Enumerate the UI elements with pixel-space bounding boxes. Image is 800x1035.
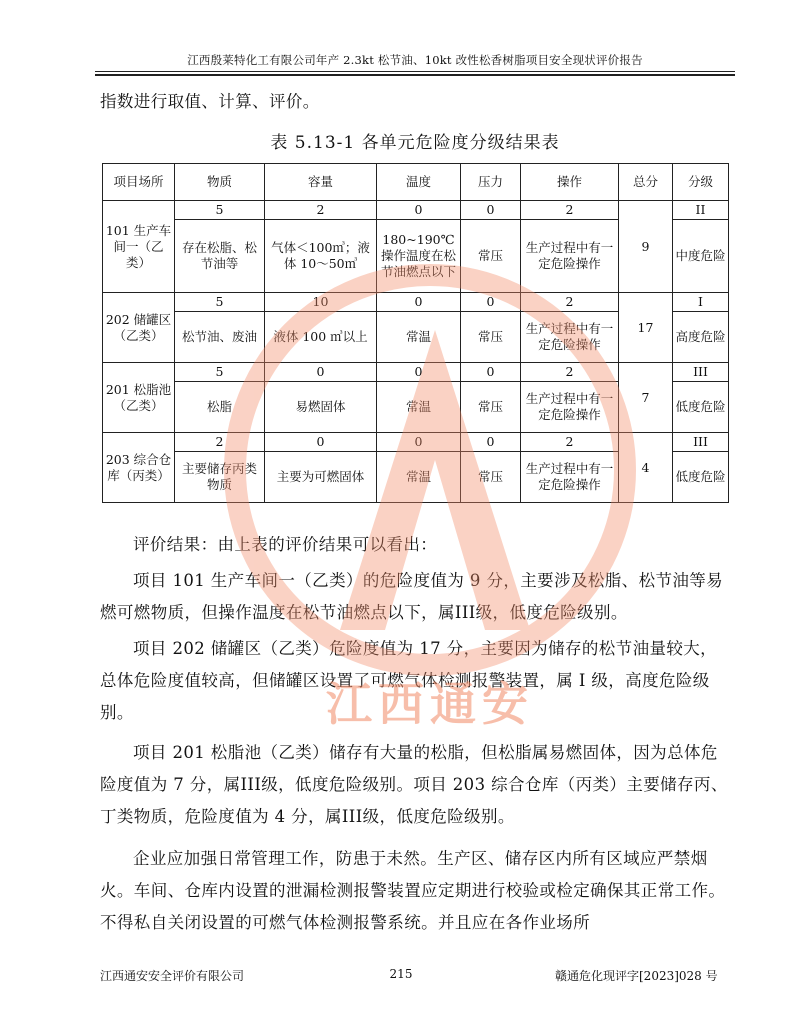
score-cell: 2 xyxy=(521,433,619,452)
table-caption: 表 5.13-1 各单元危险度分级结果表 xyxy=(270,133,560,153)
desc-cell: 常温 xyxy=(377,452,461,503)
desc-cell: 常压 xyxy=(461,452,521,503)
desc-cell: 主要储存丙类物质 xyxy=(175,452,265,503)
total-cell: 7 xyxy=(619,363,673,433)
level-cell: 中度危险 xyxy=(673,220,729,293)
paragraph-202: 项目 202 储罐区（乙类）危险度值为 17 分，主要因为储存的松节油量较大，总体危险度值较高，但储罐区设置了可燃气体检测报警装置，属 I 级，高度危险级别。 xyxy=(100,639,718,722)
total-cell: 4 xyxy=(619,433,673,503)
header-grade: 分级 xyxy=(673,164,729,201)
grade-cell: III xyxy=(673,433,729,452)
score-cell: 10 xyxy=(265,293,377,312)
grade-cell: III xyxy=(673,363,729,382)
paragraph-management: 企业应加强日常管理工作，防患于未然。生产区、储存区内所有区域应严禁烟火。车间、仓库内设置的泄漏检测报警装置应定期进行校验或检定确保其正常工作。不得私自关闭设置的可燃气体检测报警系统。并且应在各作业场所 xyxy=(100,849,726,932)
desc-cell: 常压 xyxy=(461,220,521,293)
intro-text: 指数进行取值、计算、评价。 xyxy=(100,92,320,111)
header-unit: 项目场所 xyxy=(103,164,175,201)
desc-cell: 常温 xyxy=(377,312,461,363)
unit-cell: 101 生产车间一（乙类） xyxy=(103,201,175,293)
header-temperature: 温度 xyxy=(377,164,461,201)
desc-cell: 松节油、废油 xyxy=(175,312,265,363)
score-cell: 2 xyxy=(175,433,265,452)
table-row xyxy=(103,201,729,220)
level-cell: 低度危险 xyxy=(673,452,729,503)
footer-doc-number: 赣通危化现评字[2023]028 号 xyxy=(555,969,718,983)
header-pressure: 压力 xyxy=(461,164,521,201)
desc-cell: 常压 xyxy=(461,312,521,363)
header-divider xyxy=(95,71,735,72)
watermark-text: 江西通安 xyxy=(326,677,534,731)
table-row xyxy=(103,433,729,452)
unit-cell: 202 储罐区（乙类） xyxy=(103,293,175,363)
table-header-row xyxy=(103,164,729,201)
desc-cell: 180~190℃ 操作温度在松节油燃点以下 xyxy=(377,220,461,293)
desc-cell: 常温 xyxy=(377,382,461,433)
risk-grade-table xyxy=(102,163,729,503)
unit-cell: 201 松脂池（乙类） xyxy=(103,363,175,433)
grade-cell: I xyxy=(673,293,729,312)
paragraph-201-203: 项目 201 松脂池（乙类）储存有大量的松脂，但松脂属易燃固体，因为总体危险度值为 7 分，属III级，低度危险级别。项目 203 综合仓库（丙类）主要储存丙、丁类物质，危险度值为 4 分，属III级，低度危险级别。 xyxy=(100,743,728,826)
score-cell: 2 xyxy=(521,201,619,220)
score-cell: 0 xyxy=(377,293,461,312)
desc-cell: 生产过程中有一定危险操作 xyxy=(521,220,619,293)
score-cell: 5 xyxy=(175,363,265,382)
table-row xyxy=(103,293,729,312)
score-cell: 0 xyxy=(461,293,521,312)
score-cell: 0 xyxy=(461,201,521,220)
desc-cell: 松脂 xyxy=(175,382,265,433)
desc-cell: 生产过程中有一定危险操作 xyxy=(521,452,619,503)
score-cell: 5 xyxy=(175,201,265,220)
score-cell: 0 xyxy=(461,433,521,452)
score-cell: 0 xyxy=(377,201,461,220)
desc-cell: 常压 xyxy=(461,382,521,433)
desc-cell: 易燃固体 xyxy=(265,382,377,433)
header-capacity: 容量 xyxy=(265,164,377,201)
score-cell: 0 xyxy=(265,433,377,452)
score-cell: 2 xyxy=(521,293,619,312)
header-divider-thick xyxy=(95,74,735,76)
desc-cell: 气体＜100㎥；液体 10～50㎥ xyxy=(265,220,377,293)
total-cell: 9 xyxy=(619,201,673,293)
footer-company: 江西通安安全评价有限公司 xyxy=(100,969,245,983)
level-cell: 低度危险 xyxy=(673,382,729,433)
score-cell: 2 xyxy=(521,363,619,382)
table-row xyxy=(103,363,729,382)
header-operation: 操作 xyxy=(521,164,619,201)
desc-cell: 液体 100 ㎥以上 xyxy=(265,312,377,363)
result-intro: 评价结果：由上表的评价结果可以看出： xyxy=(133,535,438,554)
score-cell: 5 xyxy=(175,293,265,312)
level-cell: 高度危险 xyxy=(673,312,729,363)
header-substance: 物质 xyxy=(175,164,265,201)
score-cell: 0 xyxy=(377,433,461,452)
header-total: 总分 xyxy=(619,164,673,201)
total-cell: 17 xyxy=(619,293,673,363)
grade-cell: II xyxy=(673,201,729,220)
footer-page-number: 215 xyxy=(389,967,413,981)
desc-cell: 生产过程中有一定危险操作 xyxy=(521,382,619,433)
report-header-title: 江西殷莱特化工有限公司年产 2.3kt 松节油、10kt 改性松香树脂项目安全现状评价报告 xyxy=(187,53,643,67)
desc-cell: 存在松脂、松节油等 xyxy=(175,220,265,293)
unit-cell: 203 综合仓库（丙类） xyxy=(103,433,175,503)
score-cell: 0 xyxy=(377,363,461,382)
desc-cell: 生产过程中有一定危险操作 xyxy=(521,312,619,363)
score-cell: 2 xyxy=(265,201,377,220)
paragraph-101: 项目 101 生产车间一（乙类）的危险度值为 9 分，主要涉及松脂、松节油等易燃可燃物质，但操作温度在松节油燃点以下，属III级，低度危险级别。 xyxy=(100,571,724,622)
score-cell: 0 xyxy=(265,363,377,382)
score-cell: 0 xyxy=(461,363,521,382)
desc-cell: 主要为可燃固体 xyxy=(265,452,377,503)
